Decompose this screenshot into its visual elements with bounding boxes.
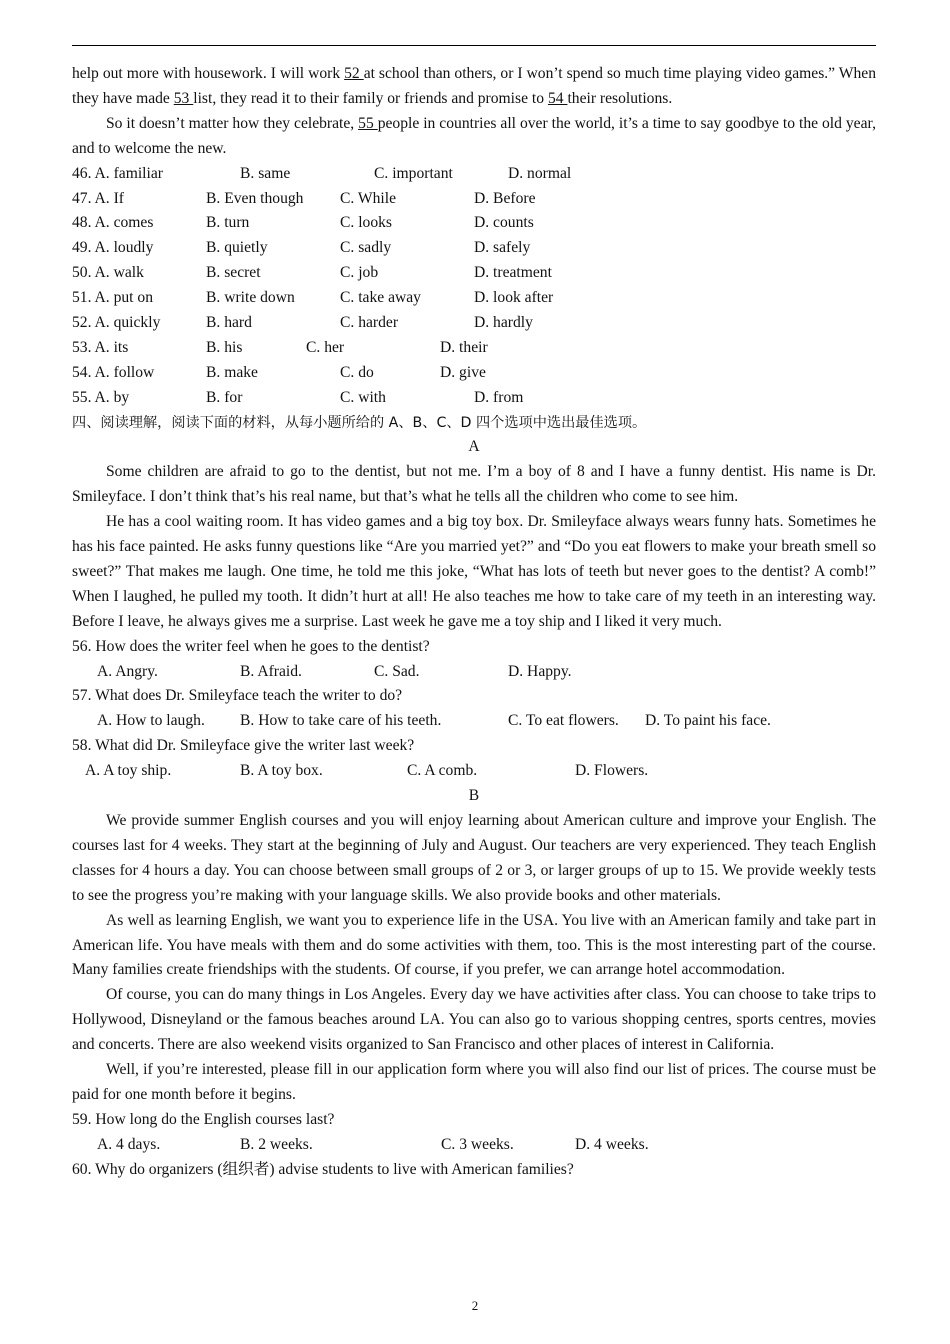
cloze-question-row: 51. A. put on B. write down C. take away D. look after: [72, 289, 554, 307]
cloze-question-row: 50. A. walk B. secret C. job D. treatment: [72, 264, 552, 282]
page-number: 2: [471, 1298, 479, 1313]
question-57: 57. What does Dr. Smileyface teach the writer to do?: [72, 687, 403, 705]
passage-b-label: B: [468, 787, 480, 805]
passage-a-paragraph-2: He has a cool waiting room. It has video games and a big toy box. Dr. Smileyface always wears funny hats. Sometimes he has his face painted. He asks funny questions like “Are you married yet?” and “Do you eat flowers to make your breath smell so sweet?” That makes me laugh. One time, he told me this joke, “What has lots of teeth but never goes to the dentist? A comb!” When I laughed, he pulled my tooth. It didn’t hurt at all! He also teaches me how to take care of my teeth in an interesting way. Before I leave, he always gives me a surprise. Last week he gave me a toy ship and I liked it very much.: [72, 513, 876, 630]
passage-a-paragraph-1: Some children are afraid to go to the dentist, but not me. I’m a boy of 8 and I have a funny dentist. His name is Dr. Smileyface. I don’t think that’s his real name, but that’s what he tells all the children who come to see him.: [72, 463, 876, 506]
blank-52: 52: [344, 65, 364, 82]
cloze-question-row: 46. A. familiar B. same C. important D. normal: [72, 164, 572, 182]
blank-55: 55: [358, 114, 378, 132]
blank-53: 53: [173, 89, 194, 107]
question-60: 60. Why do organizers (组织者) advise students to live with American families?: [72, 1160, 574, 1178]
question-56: 56. How does the writer feel when he goes to the dentist?: [72, 637, 430, 655]
question-59: 59. How long do the English courses last?: [72, 1110, 335, 1128]
question-58: 58. What did Dr. Smileyface give the writer last week?: [72, 737, 415, 755]
question-58-options: A. A toy ship. B. A toy box. C. A comb. D. Flowers.: [85, 762, 649, 780]
passage-b-paragraph-1: We provide summer English courses and you will enjoy learning about American culture and improve your English. The courses last for 4 weeks. They start at the beginning of July and August. Our teachers are very experienced. They teach English classes for 4 hours a day. You can choose between small groups of 2 or 3, or larger groups of up to 15. We provide weekly tests to see the progress you’re making with your language skills. We also provide books and other materials.: [72, 811, 876, 904]
document-page: [72, 62, 876, 1183]
header-rule: [72, 45, 876, 46]
question-59-options: A. 4 days. B. 2 weeks. C. 3 weeks. D. 4 weeks.: [97, 1135, 649, 1153]
cloze-question-row: 47. A. If B. Even though C. While D. Before: [72, 189, 536, 207]
cloze-question-row: 52. A. quickly B. hard C. harder D. hardly: [72, 313, 533, 331]
cloze-question-row: 53. A. its B. his C. her D. their: [72, 338, 488, 356]
cloze-question-list: [72, 162, 876, 411]
cloze-paragraph-1: help out more with housework. I will work 52 at school than others, or I won’t spend so much time playing video games.” When they have made 53 list, they read it to their family or friends and promise to 54 their resolutions.: [72, 65, 877, 107]
section-heading: 四、阅读理解，阅读下面的材料，从每小题所给的 A、B、C、D 四个选项中选出最佳选项。: [72, 414, 647, 431]
passage-b-paragraph-3: Of course, you can do many things in Los Angeles. Every day we have activities after class. You can choose to take trips to Hollywood, Disneyland or the famous beaches around LA. You can also go to various shopping centres, sports centres, movies and concerts. There are also weekend visits organized to San Francisco and other places of interest in California.: [72, 986, 876, 1054]
blank-54: 54: [547, 89, 568, 107]
question-57-options: A. How to laugh. B. How to take care of his teeth. C. To eat flowers. D. To paint his face.: [97, 712, 771, 730]
passage-a-label: A: [468, 438, 480, 456]
cloze-question-row: 55. A. by B. for C. with D. from: [72, 388, 524, 406]
passage-b-paragraph-4: Well, if you’re interested, please fill in our application form where you will also find our list of prices. The course must be paid for one month before it begins.: [72, 1061, 876, 1103]
cloze-paragraph-2: So it doesn’t matter how they celebrate, 55 people in countries all over the world, it’s a time to say goodbye to the old year, and to welcome the new.: [72, 114, 876, 157]
passage-b-paragraph-2: As well as learning English, we want you to experience life in the USA. You live with an American family and take part in American life. You have meals with them and do some activities with them, too. This is the most interesting part of the course. Many families create friendships with the students. Of course, if you prefer, we can arrange hotel accommodation.: [72, 911, 876, 979]
cloze-question-row: 54. A. follow B. make C. do D. give: [72, 363, 486, 381]
cloze-question-row: 48. A. comes B. turn C. looks D. counts: [72, 214, 534, 232]
question-56-options: A. Angry. B. Afraid. C. Sad. D. Happy.: [97, 662, 572, 680]
cloze-question-row: 49. A. loudly B. quietly C. sadly D. safely: [72, 239, 531, 257]
